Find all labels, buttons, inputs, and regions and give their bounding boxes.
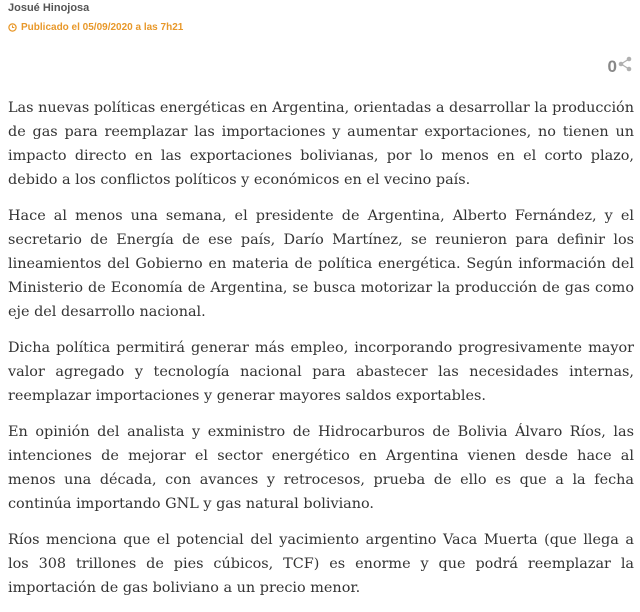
article-paragraph: En opinión del analista y exministro de Hidrocarburos de Bolivia Álvaro Ríos, las intenciones de mejorar el sector energético en Argentina vienen desde hace al menos una década, con avances y retrocesos, prueba de ello es que a la fecha continúa importando GNL y gas natural boliviano.	[8, 424, 634, 512]
article-body	[8, 96, 634, 612]
share-widget[interactable]	[608, 56, 632, 77]
article-paragraph: Las nuevas políticas energéticas en Argentina, orientadas a desarrollar la producción de gas para reemplazar las importaciones y aumentar exportaciones, no tienen un impacto directo en las exportaciones bolivianas, por lo menos en el corto plazo, debido a los conflictos políticos y económicos en el vecino país.	[8, 100, 634, 188]
publish-date-text: Publicado el 05/09/2020 a las 7h21	[21, 22, 184, 33]
article-paragraph: Dicha política permitirá generar más empleo, incorporando progresivamente mayor valor agregado y tecnología nacional para abastecer las necesidades internas, reemplazar importaciones y generar mayores saldos exportables.	[8, 340, 634, 404]
clock-icon	[8, 23, 17, 32]
publish-date	[8, 22, 183, 33]
author-name: Josué Hinojosa	[8, 2, 90, 14]
share-count: 0	[607, 56, 617, 76]
article-paragraph: Ríos menciona que el potencial del yacimiento argentino Vaca Muerta (que llega a los 308 trillones de pies cúbicos, TCF) es enorme y que podrá reemplazar la importación de gas boliviano a un precio menor.	[8, 532, 634, 596]
share-icon[interactable]	[618, 56, 632, 77]
article-paragraph: Hace al menos una semana, el presidente de Argentina, Alberto Fernández, y el secretario de Energía de ese país, Darío Martínez, se reunieron para definir los lineamientos del Gobierno en materia de política energética. Según información del Ministerio de Economía de Argentina, se busca motorizar la producción de gas como eje del desarrollo nacional.	[8, 208, 634, 320]
